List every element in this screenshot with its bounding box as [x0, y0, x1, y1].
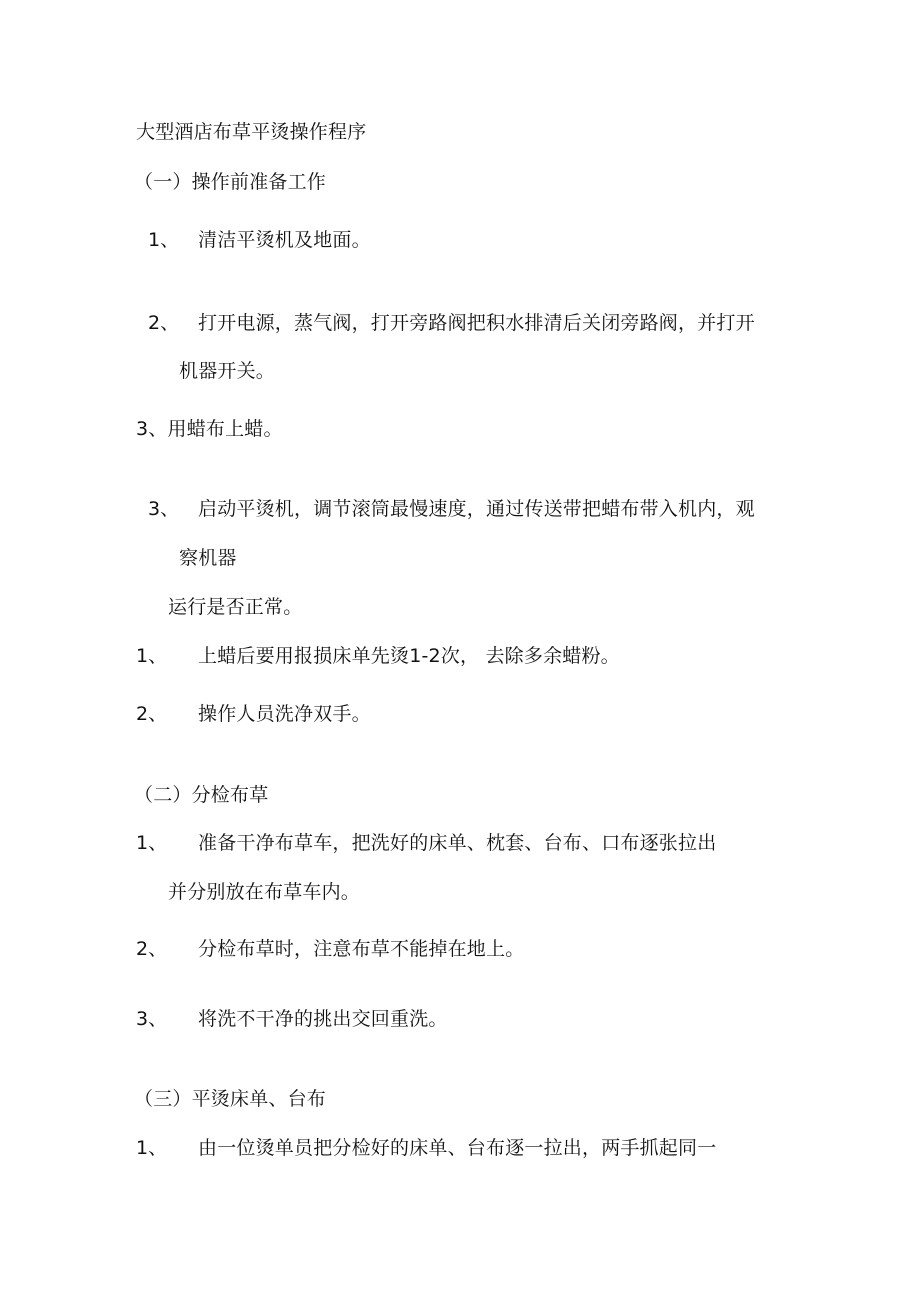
item-text: 3、用蜡布上蜡。 — [136, 418, 283, 440]
section-heading-1: （一）操作前准备工作 — [134, 171, 327, 193]
item-number: 3、 — [148, 498, 180, 520]
item-text: 上蜡后要用报损床单先烫1-2次， 去除多余蜡粉。 — [198, 645, 620, 667]
item-number: 1、 — [136, 832, 168, 854]
item-text: 清洁平烫机及地面。 — [198, 229, 371, 251]
item-number: 1、 — [148, 229, 180, 251]
item-text-continuation: 运行是否正常。 — [168, 596, 303, 618]
section-heading-3: （三）平烫床单、台布 — [134, 1088, 327, 1110]
document-title: 大型酒店布草平烫操作程序 — [136, 121, 367, 143]
item-text-continuation: 并分别放在布草车内。 — [168, 881, 361, 903]
item-number: 2、 — [136, 703, 168, 725]
section-heading-2: （二）分检布草 — [134, 784, 269, 806]
item-text: 将洗不干净的挑出交回重洗。 — [198, 1008, 448, 1030]
item-number: 1、 — [136, 1137, 168, 1159]
item-text-continuation: 机器开关。 — [179, 360, 276, 382]
item-text: 分检布草时，注意布草不能掉在地上。 — [198, 938, 525, 960]
item-number: 2、 — [136, 938, 168, 960]
item-number: 1、 — [136, 645, 168, 667]
item-text: 启动平烫机，调节滚筒最慢速度，通过传送带把蜡布带入机内，观 — [198, 498, 755, 520]
item-number: 3、 — [136, 1008, 168, 1030]
item-text: 打开电源，蒸气阀，打开旁路阀把积水排清后关闭旁路阀，并打开 — [198, 312, 755, 334]
item-number: 2、 — [148, 312, 180, 334]
item-text-continuation: 察机器 — [179, 547, 237, 569]
item-text: 操作人员洗净双手。 — [198, 703, 371, 725]
item-text: 由一位烫单员把分检好的床单、台布逐一拉出，两手抓起同一 — [198, 1137, 717, 1159]
item-text: 准备干净布草车，把洗好的床单、枕套、台布、口布逐张拉出 — [198, 832, 717, 854]
